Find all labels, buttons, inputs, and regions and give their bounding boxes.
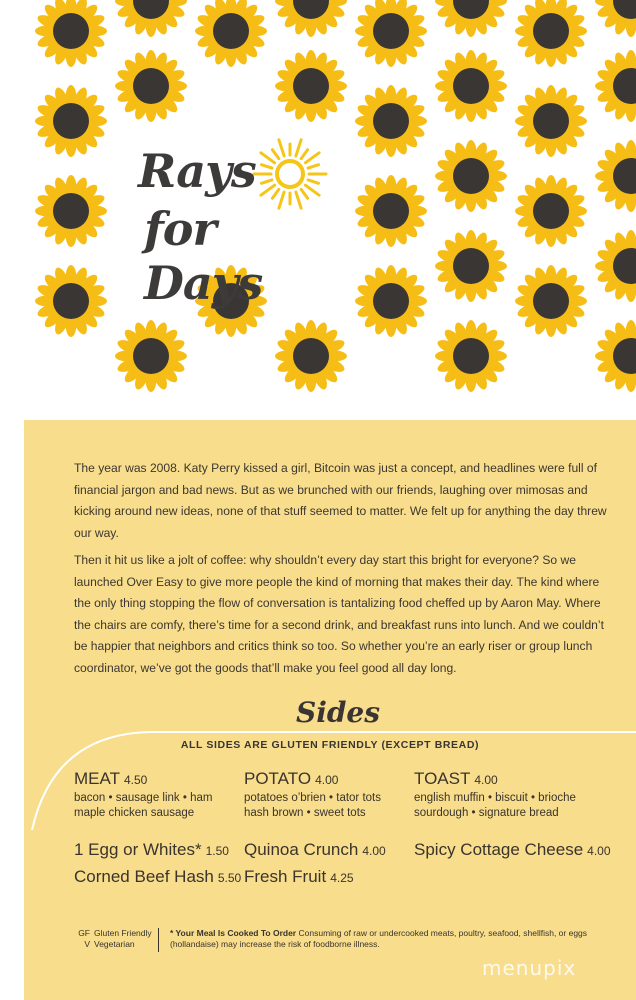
sunflower-icon xyxy=(115,320,187,392)
item-price: 4.00 xyxy=(362,844,386,858)
notice-text: Consuming of raw or undercooked meats, poultry, seafood, shellfish, or eggs (hollandaise) may increase the risk of foodborne illness. xyxy=(170,928,588,949)
logo-line-2: for Days xyxy=(144,202,263,310)
sunflower-icon xyxy=(355,175,427,247)
sunflower-icon xyxy=(35,85,107,157)
item-price: 5.50 xyxy=(217,871,242,885)
legend-label-v: Vegetarian xyxy=(94,939,135,949)
sunflower-icon xyxy=(275,50,347,122)
item-desc: english muffin • biscuit • brioche xyxy=(414,792,576,804)
item-name: Quinoa Crunch xyxy=(244,840,359,859)
sunflower-icon xyxy=(515,265,587,337)
intro-paragraph-2: Then it hit us like a jolt of coffee: why shouldn’t every day start this bright for everyone? So we launched Over Easy to give more people the kind of morning that makes their day. The kind where the only thing stopping the flow of conversation is tantalizing food cheffed up by Aaron May. Where the chairs are comfy, there’s time for a second drink, and breakfast runs into lunch. And we couldn’t be happier that neighbors and critics think so too. So whether you’re an early riser or group lunch coordinator, we’ve got the goods that’ll make you feel good all day long. xyxy=(74,553,604,675)
side-item-fresh-fruit xyxy=(244,867,354,887)
menu-panel xyxy=(24,420,636,1000)
item-price: 4.50 xyxy=(123,773,148,787)
sunflower-icon xyxy=(355,265,427,337)
item-desc: maple chicken sausage xyxy=(74,807,195,819)
menupix-watermark: menupix xyxy=(482,956,577,980)
sunflower-icon xyxy=(275,0,347,37)
sunflower-icon xyxy=(435,320,507,392)
side-item-quinoa-crunch xyxy=(244,840,386,860)
legend-label-gf: Gluten Friendly xyxy=(94,928,152,938)
item-name: POTATO xyxy=(244,769,312,788)
sunflower-icon xyxy=(435,0,507,37)
sunflower-icon xyxy=(115,50,187,122)
sunflower-icon xyxy=(35,0,107,67)
sunflower-icon xyxy=(435,50,507,122)
item-desc: potatoes o’brien • tator tots xyxy=(244,792,381,804)
item-name: Fresh Fruit xyxy=(244,867,327,886)
item-name: 1 Egg or Whites* xyxy=(74,840,202,859)
logo-line-1: Rays xyxy=(138,144,256,198)
sunflower-icon xyxy=(355,0,427,67)
item-name: Spicy Cottage Cheese xyxy=(414,840,584,859)
sunflower-icon xyxy=(35,175,107,247)
item-desc: hash brown • sweet tots xyxy=(244,807,366,819)
item-desc: bacon • sausage link • ham xyxy=(74,792,213,804)
legend-code-gf: GF xyxy=(78,928,90,938)
side-item-corned-beef-hash xyxy=(74,867,241,887)
dietary-legend xyxy=(76,928,152,950)
side-item-spicy-cottage-cheese xyxy=(414,840,611,860)
item-price: 4.00 xyxy=(315,773,339,787)
side-item-potato xyxy=(244,769,381,821)
sunflower-icon xyxy=(595,50,636,122)
sunflower-icon xyxy=(595,320,636,392)
intro-text xyxy=(74,458,614,685)
item-name: TOAST xyxy=(414,769,471,788)
legend-code-v: V xyxy=(84,939,90,949)
sunflower-icon xyxy=(195,0,267,67)
sunflower-icon xyxy=(435,140,507,212)
item-name: MEAT xyxy=(74,769,120,788)
sunflower-icon xyxy=(595,230,636,302)
sunflower-icon xyxy=(515,0,587,67)
side-item-toast xyxy=(414,769,576,821)
item-name: Corned Beef Hash xyxy=(74,867,214,886)
sides-subtitle: ALL SIDES ARE GLUTEN FRIENDLY (EXCEPT BREAD) xyxy=(180,739,480,751)
item-price: 4.25 xyxy=(330,871,354,885)
side-item-meat xyxy=(74,769,212,821)
item-desc: sourdough • signature bread xyxy=(414,807,559,819)
food-safety-notice xyxy=(170,928,590,950)
rays-for-days-logo xyxy=(138,136,338,310)
item-price: 1.50 xyxy=(205,844,229,858)
sides-heading: Sides xyxy=(296,696,381,729)
item-price: 4.00 xyxy=(587,844,611,858)
sunflower-icon xyxy=(435,230,507,302)
sunflower-icon xyxy=(515,85,587,157)
sunflower-icon xyxy=(115,0,187,37)
sunflower-icon xyxy=(355,85,427,157)
side-item-egg xyxy=(74,840,229,860)
sunflower-icon xyxy=(35,265,107,337)
sunflower-icon xyxy=(275,320,347,392)
intro-paragraph-1: The year was 2008. Katy Perry kissed a girl, Bitcoin was just a concept, and headlines were full of financial jargon and bad news. But as we brunched with our friends, laughing over mimosas and kicking around new ideas, none of that stuff seemed to matter. We felt up for anything the day threw our way. xyxy=(74,461,607,540)
item-price: 4.00 xyxy=(474,773,498,787)
sunflower-icon xyxy=(595,140,636,212)
sunflower-icon xyxy=(515,175,587,247)
notice-bold: * Your Meal Is Cooked To Order xyxy=(170,928,297,938)
sunflower-icon xyxy=(595,0,636,37)
legend-divider xyxy=(158,928,159,952)
